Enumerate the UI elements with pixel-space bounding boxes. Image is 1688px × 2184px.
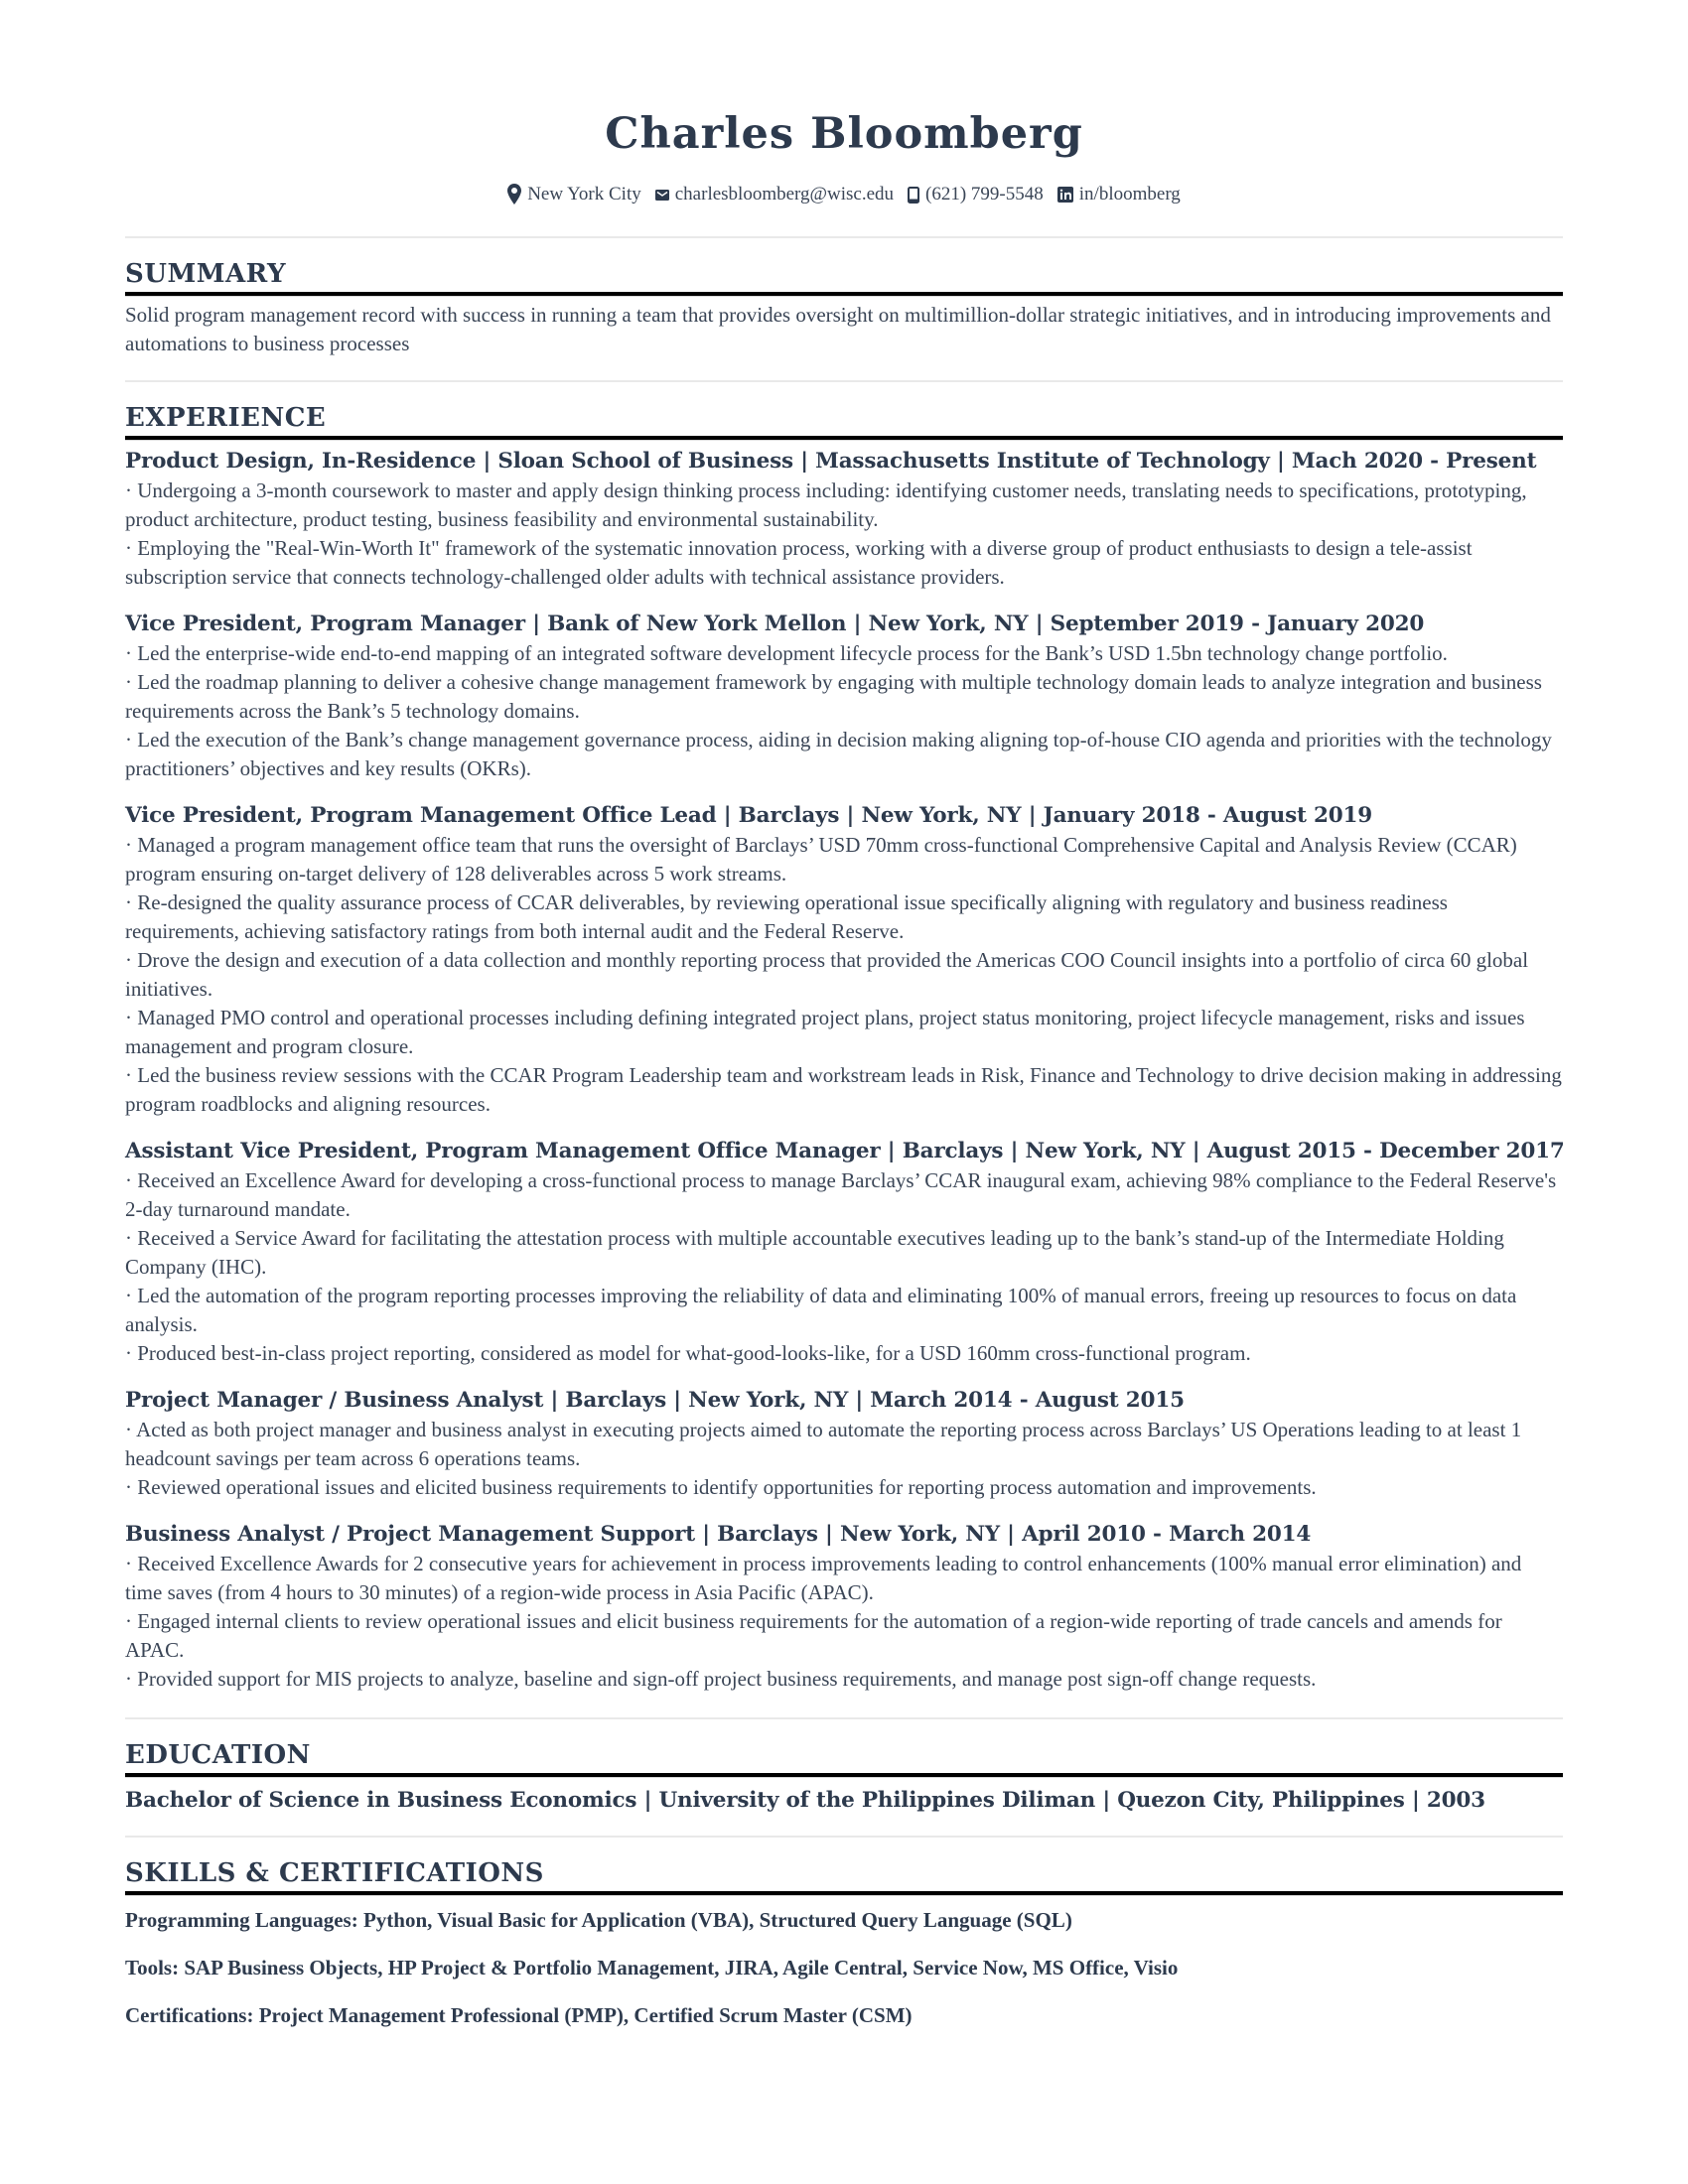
linkedin-icon <box>1057 187 1073 203</box>
job-heading: Vice President, Program Manager | Bank of New York Mellon | New York, NY | September 2019 - January 2020 <box>125 612 1425 636</box>
jobs-list <box>125 447 1563 1694</box>
education-entry: Bachelor of Science in Business Economics | University of the Philippines Diliman | Quezon City, Philippines | 2003 <box>125 1788 1485 1813</box>
linkedin-link[interactable]: in/bloomberg <box>1078 184 1181 205</box>
section-title-summary: SUMMARY <box>125 259 287 289</box>
divider <box>125 1717 1563 1719</box>
section-rule <box>125 436 1563 441</box>
mobile-phone-icon <box>908 187 919 204</box>
section-title-education: EDUCATION <box>125 1740 311 1770</box>
email-link[interactable]: charlesbloomberg@wisc.edu <box>674 184 895 205</box>
job-bullet: · Engaged internal clients to review operational issues and elicit business requirements for the automation of a region-wide reporting of trade cancels and amends for APAC. <box>125 1609 1502 1662</box>
job-bullet: · Led the roadmap planning to deliver a cohesive change management framework by engaging with multiple technology domain leads to analyze integration and business requirements across the Bank’s 5 technology domains. <box>125 670 1542 723</box>
job-bullet: · Drove the design and execution of a data collection and monthly reporting process that provided the Americas COO Council insights into a portfolio of circa 60 global initiatives. <box>125 948 1529 1001</box>
summary-text: Solid program management record with success in running a team that provides oversight on multimillion-dollar strategic initiatives, and in introducing improvements and automations to business processes <box>125 303 1551 355</box>
job-bullet: · Led the business review sessions with the CCAR Program Leadership team and workstream leads in Risk, Finance and Technology to drive decision making in addressing program roadblocks and aligning resources. <box>125 1063 1562 1116</box>
job-bullet: · Received an Excellence Award for developing a cross-functional process to manage Barclays’ CCAR inaugural exam, achieving 98% compliance to the Federal Reserve's 2-day turnaround mandate. <box>125 1168 1557 1221</box>
phone-text[interactable]: (621) 799-5548 <box>925 184 1044 205</box>
job-heading: Assistant Vice President, Program Management Office Manager | Barclays | New York, NY | August 2015 - December 2017 <box>125 1139 1565 1163</box>
job-bullet: · Employing the "Real-Win-Worth It" framework of the systematic innovation process, working with a diverse group of product enthusiasts to design a tele-assist subscription service that connects technology-challenged older adults with technical assistance providers. <box>125 536 1473 589</box>
job-bullet: · Produced best-in-class project reporting, considered as model for what-good-looks-like, for a USD 160mm cross-functional program. <box>125 1341 1251 1365</box>
section-rule <box>125 1773 1563 1778</box>
job-heading: Product Design, In-Residence | Sloan School of Business | Massachusetts Institute of Technology | Mach 2020 - Present <box>125 449 1537 474</box>
job-entry <box>125 1520 1563 1694</box>
job-bullet: · Managed a program management office team that runs the oversight of Barclays’ USD 70mm cross-functional Comprehensive Capital and Analysis Review (CCAR) program ensuring on-target delivery of 128 deliverables across 5 work streams. <box>125 833 1517 886</box>
contact-location <box>507 184 641 205</box>
job-bullet: · Provided support for MIS projects to analyze, baseline and sign-off project business requirements, and manage post sign-off change requests. <box>125 1667 1317 1691</box>
contact-linkedin[interactable] <box>1057 184 1181 205</box>
section-rule <box>125 292 1563 297</box>
location-pin-icon <box>507 184 521 205</box>
job-heading: Project Manager / Business Analyst | Barclays | New York, NY | March 2014 - August 2015 <box>125 1388 1185 1413</box>
contact-bar <box>125 181 1563 208</box>
job-entry <box>125 610 1563 783</box>
job-bullet: · Reviewed operational issues and elicited business requirements to identify opportunities for reporting process automation and improvements. <box>125 1475 1317 1499</box>
resume-page <box>125 0 1563 2029</box>
job-entry <box>125 447 1563 592</box>
contact-phone[interactable] <box>908 184 1044 205</box>
candidate-name: Charles Bloomberg <box>605 109 1083 159</box>
section-title-experience: EXPERIENCE <box>125 403 327 433</box>
job-bullet: · Led the execution of the Bank’s change management governance process, aiding in decision making aligning top-of-house CIO agenda and priorities with the technology practitioners’ objectives and key results (OKRs). <box>125 728 1552 780</box>
location-text: New York City <box>527 184 641 205</box>
experience-section <box>125 402 1563 1694</box>
skills-section <box>125 1857 1563 2029</box>
summary-section <box>125 258 1563 358</box>
skills-certifications: Certifications: Project Management Professional (PMP), Certified Scrum Master (CSM) <box>125 2003 913 2027</box>
divider <box>125 236 1563 238</box>
job-bullet: · Re-designed the quality assurance process of CCAR deliverables, by reviewing operational issue specifically aligning with regulatory and business readiness requirements, achieving satisfactory ratings from both internal audit and the Federal Reserve. <box>125 890 1448 943</box>
section-rule <box>125 1891 1563 1896</box>
skills-programming-languages: Programming Languages: Python, Visual Basic for Application (VBA), Structured Query Language (SQL) <box>125 1908 1072 1932</box>
job-bullet: · Led the enterprise-wide end-to-end mapping of an integrated software development lifecycle process for the Bank’s USD 1.5bn technology change portfolio. <box>125 641 1448 665</box>
job-bullet: · Undergoing a 3-month coursework to master and apply design thinking process including: identifying customer needs, translating needs to specifications, prototyping, product architecture, product testing, business feasibility and environmental sustainability. <box>125 478 1527 531</box>
job-heading: Vice President, Program Management Office Lead | Barclays | New York, NY | January 2018 - August 2019 <box>125 803 1373 828</box>
education-section <box>125 1739 1563 1816</box>
skills-tools: Tools: SAP Business Objects, HP Project & Portfolio Management, JIRA, Agile Central, Service Now, MS Office, Visio <box>125 1956 1179 1979</box>
job-bullet: · Received a Service Award for facilitating the attestation process with multiple accountable executives leading up to the bank’s stand-up of the Intermediate Holding Company (IHC). <box>125 1226 1504 1279</box>
divider <box>125 1836 1563 1838</box>
job-bullet: · Led the automation of the program reporting processes improving the reliability of data and eliminating 100% of manual errors, freeing up resources to focus on data analysis. <box>125 1284 1517 1336</box>
contact-email[interactable] <box>655 184 894 205</box>
section-title-skills: SKILLS & CERTIFICATIONS <box>125 1858 544 1888</box>
job-entry <box>125 801 1563 1119</box>
job-bullet: · Managed PMO control and operational processes including defining integrated project plans, project status monitoring, project lifecycle management, risks and issues management and program closure. <box>125 1006 1525 1058</box>
envelope-icon <box>655 190 669 201</box>
divider <box>125 380 1563 382</box>
job-entry <box>125 1137 1563 1368</box>
job-bullet: · Received Excellence Awards for 2 consecutive years for achievement in process improvements leading to control enhancements (100% manual error elimination) and time saves (from 4 hours to 30 minutes) of a region-wide process in Asia Pacific (APAC). <box>125 1552 1522 1604</box>
job-heading: Business Analyst / Project Management Support | Barclays | New York, NY | April 2010 - March 2014 <box>125 1522 1312 1547</box>
job-entry <box>125 1386 1563 1502</box>
job-bullet: · Acted as both project manager and business analyst in executing projects aimed to automate the reporting process across Barclays’ US Operations leading to at least 1 headcount savings per team across 6 operations teams. <box>125 1418 1522 1470</box>
